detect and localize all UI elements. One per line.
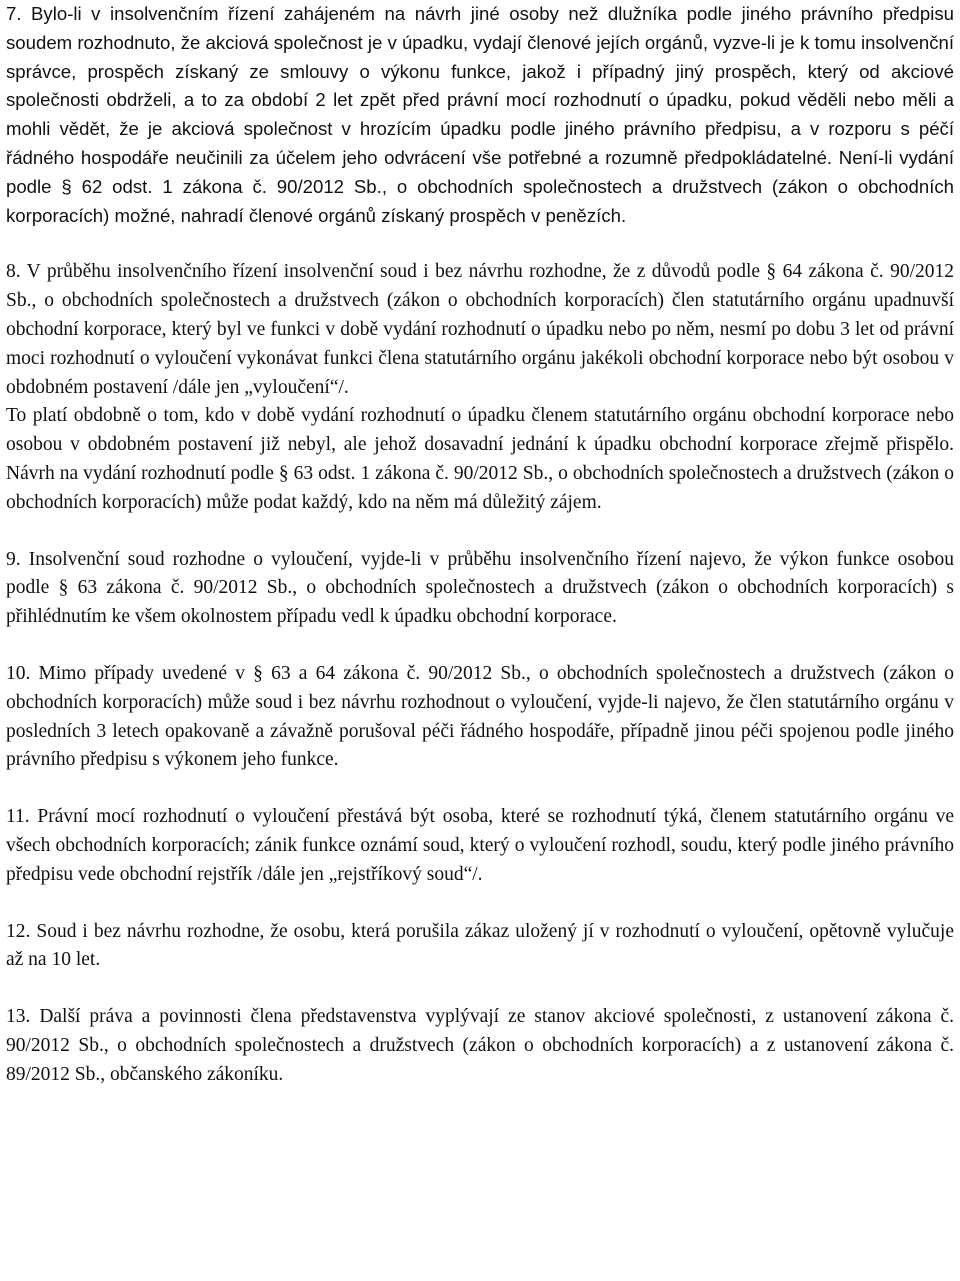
paragraph-11: 11. Právní mocí rozhodnutí o vyloučení přestává být osoba, které se rozhodnutí týká, členem statutárního orgánu ve všech obchodních korporacích; zánik funkce oznámí soud, který o vyloučení rozhodl, soudu, který podle jiného právního předpisu vede obchodní rejstřík /dále jen „rejstříkový soud“/. <box>6 806 954 885</box>
paragraph-7: 7. Bylo-li v insolvenčním řízení zahájeném na návrh jiné osoby než dlužníka podle jiného právního předpisu soudem rozhodnuto, že akciová společnost je v úpadku, vydají členové jejích orgánů, vyzve-li je k tomu insolvenční správce, prospěch získaný ze smlouvy o výkonu funkce, jakož i případný jiný prospěch, který od akciové společnosti obdrželi, a to za období 2 let zpět před právní mocí rozhodnutí o úpadku, pokud věděli nebo měli a mohli vědět, že je akciová společnost v hrozícím úpadku podle jiného právního předpisu, a v rozporu s péčí řádného hospodáře neučinili za účelem jeho odvrácení vše potřebné a rozumně předpokládatelné. Není-li vydání podle § 62 odst. 1 zákona č. 90/2012 Sb., o obchodních společnostech a družstvech (zákon o obchodních korporacích) možné, nahradí členové orgánů získaný prospěch v penězích. <box>6 3 954 226</box>
paragraph-12: 12. Soud i bez návrhu rozhodne, že osobu, která porušila zákaz uložený jí v rozhodnutí o vyloučení, opětovně vylučuje až na 10 let. <box>6 920 954 971</box>
paragraph-9: 9. Insolvenční soud rozhodne o vyloučení, vyjde-li v průběhu insolvenčního řízení najevo, že výkon funkce osobou podle § 63 zákona č. 90/2012 Sb., o obchodních společnostech a družstvech (zákon o obchodních korporacích) s přihlédnutím ke všem okolnostem případu vedl k úpadku obchodní korporace. <box>6 548 954 628</box>
paragraph-8-continued: To platí obdobně o tom, kdo v době vydání rozhodnutí o úpadku členem statutárního orgánu obchodní korporace nebo osobou v obdobném postavení již nebyl, ale jehož dosavadní jednání k úpadku obchodní korporace zřejmě přispělo. Návrh na vydání rozhodnutí podle § 63 odst. 1 zákona č. 90/2012 Sb., o obchodních společnostech a družstvech (zákon o obchodních korporacích) může podat každý, kdo na něm má důležitý zájem. <box>6 405 954 513</box>
paragraph-8: 8. V průběhu insolvenčního řízení insolvenční soud i bez návrhu rozhodne, že z důvodů podle § 64 zákona č. 90/2012 Sb., o obchodních společnostech a družstvech (zákon o obchodních korporacích) člen statutárního orgánu upadnuvší obchodní korporace, který byl ve funkci v době vydání rozhodnutí o úpadku nebo po něm, nesmí po dobu 3 let od právní moci rozhodnutí o vyloučení vykonávat funkci člena statutárního orgánu jakékoli obchodní korporace nebo být osobou v obdobném postavení /dále jen „vyloučení“/. <box>6 261 954 398</box>
paragraph-13: 13. Další práva a povinnosti člena představenstva vyplývají ze stanov akciové společnosti, z ustanovení zákona č. 90/2012 Sb., o obchodních společnostech a družstvech (zákon o obchodních korporacích) a z ustanovení zákona č. 89/2012 Sb., občanského zákoníku. <box>6 1006 954 1085</box>
paragraph-10: 10. Mimo případy uvedené v § 63 a 64 zákona č. 90/2012 Sb., o obchodních společnostech a družstvech (zákon o obchodních korporacích) může soud i bez návrhu rozhodnout o vyloučení, vyjde-li najevo, že člen statutárního orgánu v posledních 3 letech opakovaně a závažně porušoval péči řádného hospodáře, případně jinou péči spojenou podle jiného právního předpisu s výkonem jeho funkce. <box>6 662 954 771</box>
